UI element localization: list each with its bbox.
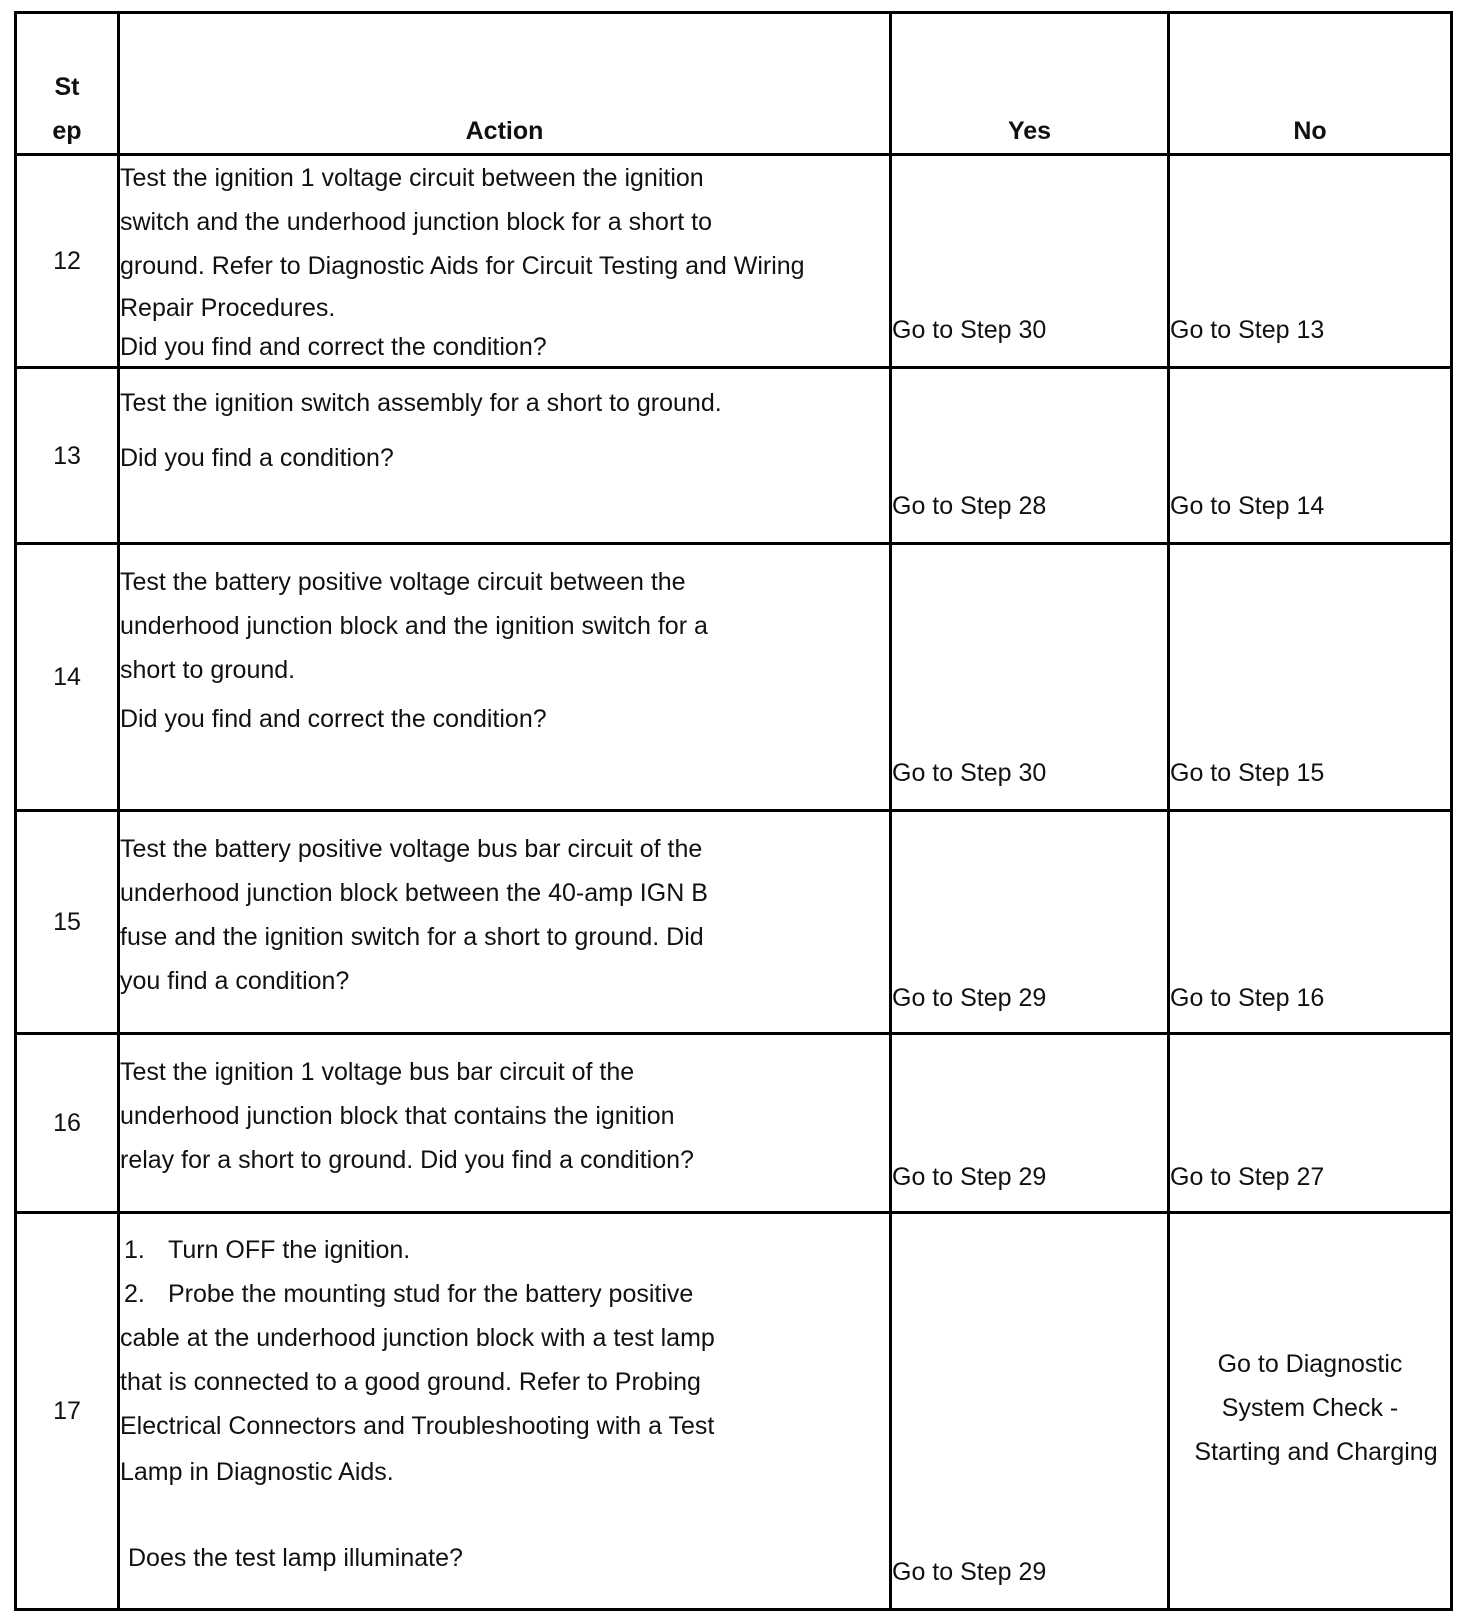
action-cell: Test the ignition switch assembly for a short to ground. Did you find a condition?	[119, 368, 891, 544]
header-action: Action	[119, 13, 891, 155]
action-cell: Test the ignition 1 voltage bus bar circuit of the underhood junction block that contains the ignition relay for a short to ground. Did you find a condition?	[119, 1034, 891, 1213]
no-cell: Go to Step 15	[1169, 544, 1452, 811]
table-row	[16, 544, 1452, 811]
yes-cell: Go to Step 30	[891, 155, 1169, 368]
yes-cell: Go to Step 29	[891, 1034, 1169, 1213]
step-number: 13	[16, 368, 119, 544]
diagnostic-table	[14, 11, 1453, 1611]
list-item: 2. Probe the mounting stud for the battery positive	[124, 1280, 694, 1308]
action-cell: Test the battery positive voltage bus bar circuit of the underhood junction block between the 40-amp IGN B fuse and the ignition switch for a short to ground. Did you find a condition?	[119, 811, 891, 1034]
yes-cell: Go to Step 29	[891, 1213, 1169, 1610]
yes-cell: Go to Step 28	[891, 368, 1169, 544]
step-number: 12	[16, 155, 119, 368]
list-item: 1. Turn OFF the ignition.	[124, 1236, 411, 1264]
no-cell: Go to Step 13	[1169, 155, 1452, 368]
table-row	[16, 811, 1452, 1034]
step-number: 17	[16, 1213, 119, 1610]
step-number: 16	[16, 1034, 119, 1213]
yes-cell: Go to Step 30	[891, 544, 1169, 811]
header-step: St ep	[16, 13, 119, 155]
no-cell: Go to Step 14	[1169, 368, 1452, 544]
no-cell: Go to Step 16	[1169, 811, 1452, 1034]
header-no: No	[1169, 13, 1452, 155]
table-row	[16, 368, 1452, 544]
step-number: 15	[16, 811, 119, 1034]
table-row	[16, 1034, 1452, 1213]
header-yes: Yes	[891, 13, 1169, 155]
table-row	[16, 155, 1452, 368]
no-cell: Go to Step 27	[1169, 1034, 1452, 1213]
action-cell: Test the battery positive voltage circuit between the underhood junction block and the ignition switch for a short to ground. Did you find and correct the condition?	[119, 544, 891, 811]
table-row	[16, 1213, 1452, 1610]
yes-cell: Go to Step 29	[891, 811, 1169, 1034]
step-number: 14	[16, 544, 119, 811]
header-row	[16, 13, 1452, 155]
action-cell: Test the ignition 1 voltage circuit between the ignition switch and the underhood junction block for a short to ground. Refer to Diagnostic Aids for Circuit Testing and Wiring Repair Procedures. Did you find and correct the condition?	[119, 155, 891, 368]
action-cell: 1. Turn OFF the ignition. 2. Probe the mounting stud for the battery positive cable at the underhood junction block with a test lamp that is connected to a good ground. Refer to Probing Electrical Connectors and Troubleshooting with a Test Lamp in Diagnostic Aids. Does the test lamp illuminate?	[119, 1213, 891, 1610]
no-cell: Go to Diagnostic System Check - Starting and Charging	[1169, 1213, 1452, 1610]
